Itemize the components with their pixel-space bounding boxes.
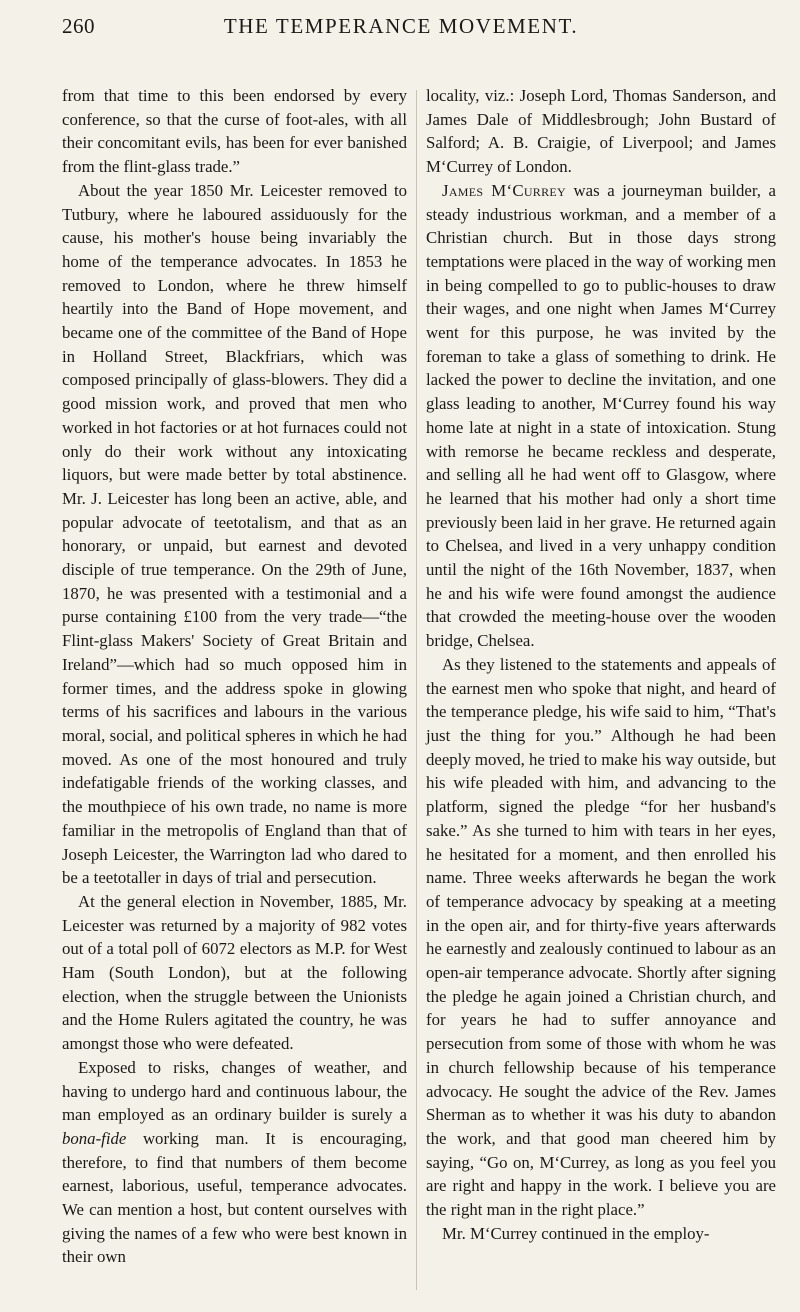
page-header	[62, 8, 740, 42]
italic-term: bona-fide	[62, 1128, 127, 1148]
paragraph-text: was a journeyman builder, a steady industrious workman, and a member of a Christian church. But in those days strong temptations were placed in the way of working men in being compelled to go to public-houses to draw their wages, and one night when James M‘Currey went for this purpose, he was invited by the foreman to take a glass of something to drink. He lacked the power to decline the invitation, and one glass leading to another, M‘Currey found his way home late at night in a state of intoxication. Stung with remorse he became reckless and desperate, and selling all he had went off to Glasgow, where he learned that his mother had only a short time previously been laid in her grave. He returned again to Chelsea, and lived in a very unhappy condition until the night of the 16th November, 1837, when he and his wife were found amongst the audience that crowded the meeting-house over the wooden bridge, Chelsea.	[426, 180, 776, 651]
paragraph: At the general election in November, 1885, Mr. Leicester was returned by a majority of 982 votes out of a total poll of 6072 electors as M.P. for West Ham (South London), but at the following election, when the struggle between the Unionists and the Home Rulers agitated the country, he was amongst those who were defeated.	[62, 891, 407, 1054]
running-title: THE TEMPERANCE MOVEMENT.	[223, 14, 579, 38]
paragraph: About the year 1850 Mr. Leicester removed to Tutbury, where he laboured assiduously for the cause, his mother's house being invariably the home of the temperance advocates. In 1853 he removed to London, where he threw himself heartily into the Band of Hope movement, and became one of the committee of the Band of Hope in Holland Street, Blackfriars, which was composed principally of glass-blowers. They did a good mission work, and proved that men who worked in hot factories or at hot furnaces could not only do their work without any intoxicating liquors, but were made better by total abstinence. Mr. J. Leicester has long been an active, able, and popular advocate of teetotalism, and that as an honorary, or unpaid, but earnest and devoted disciple of true temperance. On the 29th of June, 1870, he was presented with a testimonial and a purse containing £100 from the very trade—“the Flint-glass Makers' Society of Great Britain and Ireland”—which had so much opposed him in former times, and the address spoke in glowing terms of his sacrifices and labours in the various moral, social, and political spheres in which he had moved. As one of the most honoured and truly indefatigable friends of the working classes, and the mouthpiece of his own trade, no name is more familiar in the metropolis of England than that of Joseph Leicester, the Warrington lad who dared to be a teetotaller in days of trial and persecution.	[62, 180, 407, 888]
paragraph: Mr. M‘Currey continued in the employ-	[442, 1223, 710, 1243]
paragraph: As they listened to the statements and appeals of the earnest men who spoke that night, and heard of the temperance pledge, his wife said to him, “That's just the thing for you.” Although he had been deeply moved, he tried to make his way outside, but his wife pleaded with him, and advancing to the platform, signed the pledge “for her husband's sake.” As she turned to him with tears in her eyes, he hesitated for a moment, and then enrolled his name. Three weeks afterwards he began the work of temperance advocacy by speaking at a meeting in the open air, and for thirty-five years afterwards he earnestly and zealously continued to labour as an open-air temperance advocate. Shortly after signing the pledge he again joined a Christian church, and for years he had to suffer annoyance and persecution from some of those with whom he was in church fellowship because of his temperance advocacy. He sought the advice of the Rev. James Sherman as to whether it was his duty to abandon the work, and that good man cheered him by saying, “Go on, M‘Currey, as long as you feel you are right and happy in the work. I believe you are the right man in the right place.”	[426, 654, 776, 1220]
paragraph: locality, viz.: Joseph Lord, Thomas Sanderson, and James Dale of Middlesbrough; John Bustard of Salford; A. B. Craigie, of Liverpool; and James M‘Currey of London.	[426, 86, 776, 177]
right-column	[426, 84, 776, 1245]
name-smallcaps: James M‘Currey	[442, 180, 566, 200]
paragraph-text: working man. It is encouraging, therefore, to find that numbers of them become earnest, laborious, useful, temperance advocates. We can mention a host, but content ourselves with giving the names of a few who were best known in their own	[62, 1128, 407, 1267]
paragraph-text: Exposed to risks, changes of weather, and having to undergo hard and continuous labour, the man employed as an ordinary builder is surely a	[62, 1057, 407, 1125]
paragraph	[62, 1056, 407, 1269]
left-column	[62, 84, 407, 1269]
paragraph: from that time to this been endorsed by every conference, so that the curse of foot-ales, with all their concomitant evils, has been for ever banished from the flint-glass trade.”	[62, 86, 407, 177]
column-gutter	[416, 90, 417, 1290]
paragraph	[426, 179, 776, 653]
page-number: 260	[62, 14, 95, 38]
